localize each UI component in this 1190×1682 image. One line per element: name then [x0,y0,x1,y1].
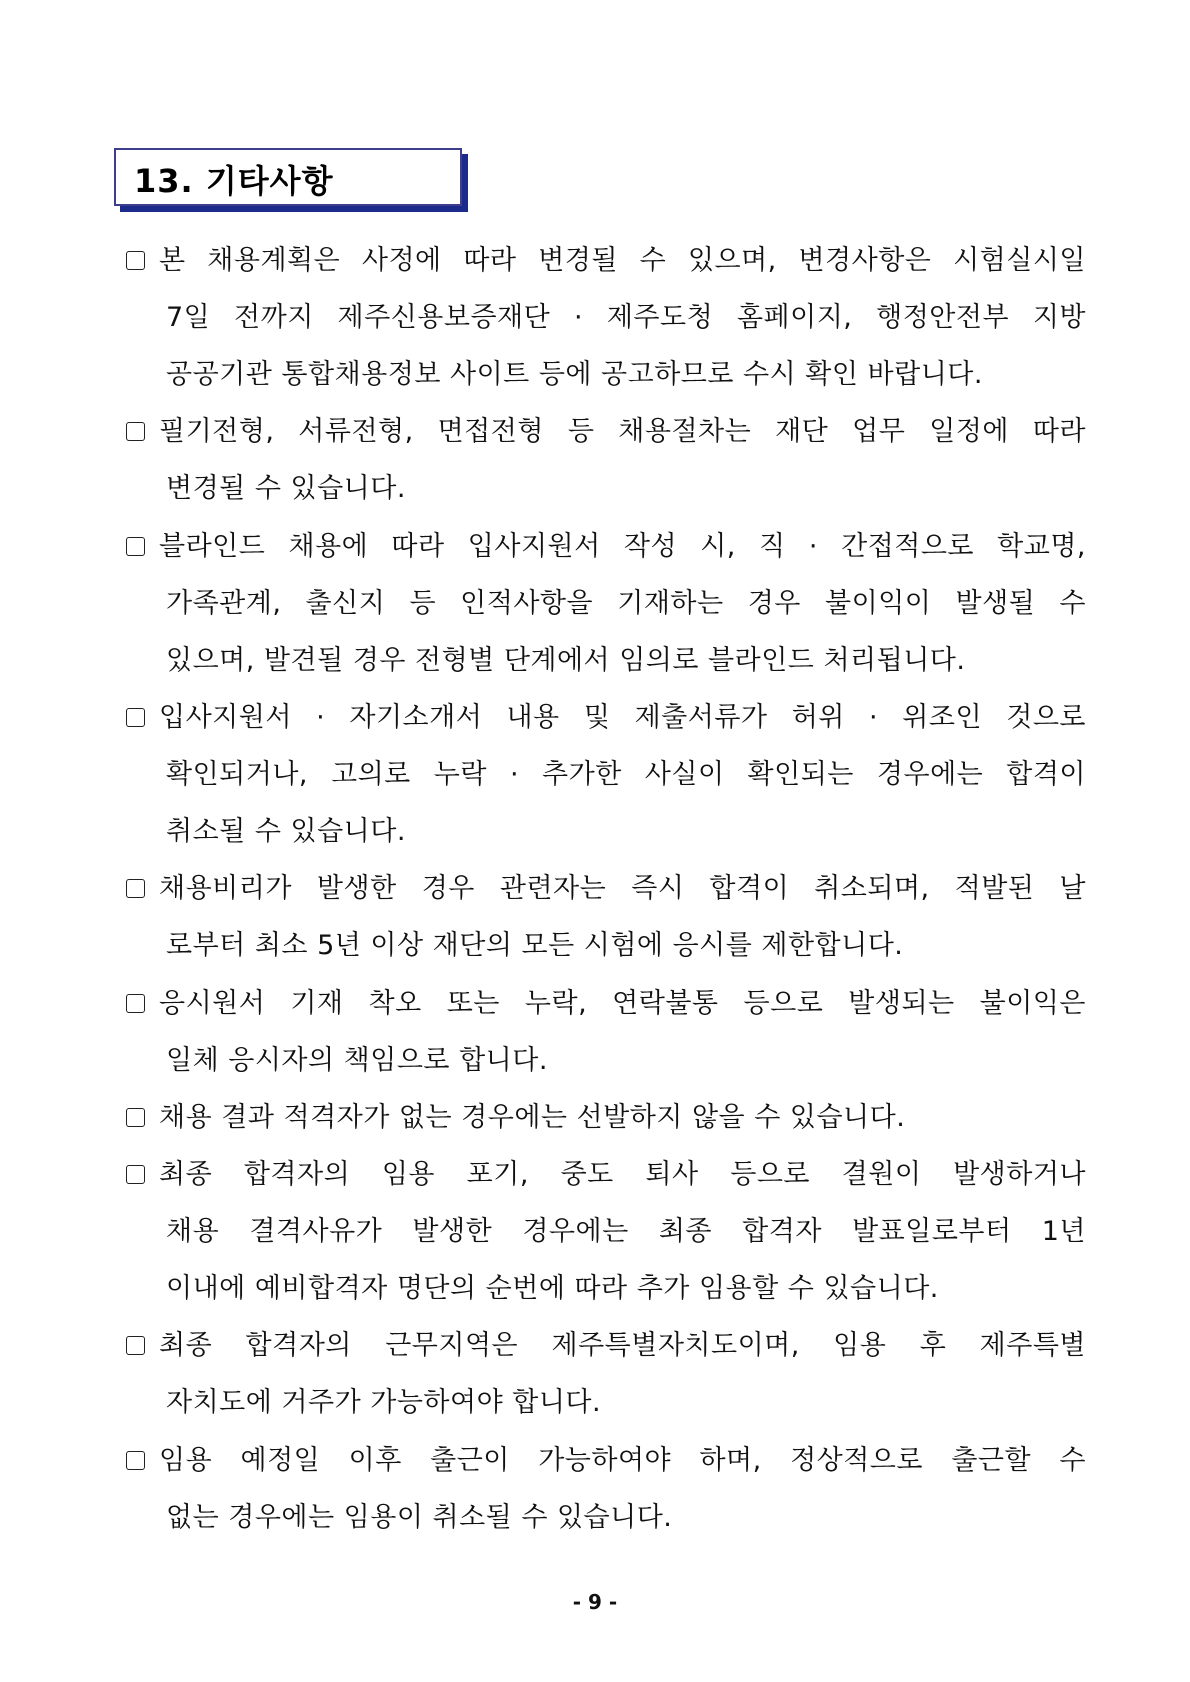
notice-line [126,1489,1086,1546]
notice-line-text: 채용 결격사유가 발생한 경우에는 최종 합격자 발표일로부터 1년 [166,1216,1086,1248]
notice-line [126,1260,1086,1317]
notice-line [126,1146,1086,1203]
checkbox-bullet-icon [126,708,145,727]
notice-item [126,975,1086,1089]
notice-item [126,860,1086,974]
notice-line-text: 임용 예정일 이후 출근이 가능하여야 하며, 정상적으로 출근할 수 [159,1444,1086,1476]
notice-line [126,1203,1086,1260]
notice-line [126,975,1086,1032]
notice-line [126,689,1086,746]
notice-line-text: 자치도에 거주가 가능하여야 합니다. [166,1387,602,1419]
notice-line [126,1089,1086,1146]
notice-line-text: 채용 결과 적격자가 없는 경우에는 선발하지 않을 수 있습니다. [159,1101,906,1133]
notice-line [126,232,1086,289]
notice-line-text: 없는 경우에는 임용이 취소될 수 있습니다. [166,1501,673,1533]
notice-item [126,1432,1086,1546]
page-number: - 9 - [572,1590,618,1614]
notice-line [126,518,1086,575]
notice-line-text: 변경될 수 있습니다. [166,473,406,505]
notice-line [126,803,1086,860]
notice-line-text: 로부터 최소 5년 이상 재단의 모든 시험에 응시를 제한합니다. [166,930,904,962]
section-title: 13. 기타사항 [134,162,334,200]
notice-line [126,746,1086,803]
notice-line-text: 공공기관 통합채용정보 사이트 등에 공고하므로 수시 확인 바랍니다. [166,359,983,390]
checkbox-bullet-icon [126,879,145,898]
notice-line [126,860,1086,917]
checkbox-bullet-icon [126,1165,145,1184]
notice-line-text: 입사지원서 · 자기소개서 내용 및 제출서류가 허위 · 위조인 것으로 [159,701,1086,733]
notice-line [126,1317,1086,1374]
notice-line-text: 일체 응시자의 책임으로 합니다. [166,1044,548,1076]
checkbox-bullet-icon [126,251,145,270]
notice-item [126,403,1086,517]
notice-line [126,1374,1086,1431]
notice-line [126,632,1086,689]
checkbox-bullet-icon [126,1108,145,1127]
notice-line [126,917,1086,974]
notice-line-text: 본 채용계획은 사정에 따라 변경될 수 있으며, 변경사항은 시험실시일 [159,245,1086,276]
notice-line-text: 채용비리가 발생한 경우 관련자는 즉시 합격이 취소되며, 적발된 날 [159,873,1086,905]
notice-line [126,346,1086,403]
checkbox-bullet-icon [126,422,145,441]
notice-line [126,403,1086,460]
notice-line [126,1432,1086,1489]
notice-item [126,518,1086,689]
notice-line-text: 블라인드 채용에 따라 입사지원서 작성 시, 직 · 간접적으로 학교명, [159,530,1086,562]
notice-line-text: 이내에 예비합격자 명단의 순번에 따라 추가 임용할 수 있습니다. [166,1273,939,1305]
notice-line [126,575,1086,632]
section-title-box [114,148,462,206]
notice-line-text: 필기전형, 서류전형, 면접전형 등 채용절차는 재단 업무 일정에 따라 [159,416,1086,448]
notice-item [126,232,1086,403]
notice-line-text: 있으며, 발견될 경우 전형별 단계에서 임의로 블라인드 처리됩니다. [166,644,966,676]
checkbox-bullet-icon [126,1336,145,1355]
checkbox-bullet-icon [126,994,145,1013]
notice-line [126,460,1086,517]
notice-line-text: 최종 합격자의 임용 포기, 중도 퇴사 등으로 결원이 발생하거나 [159,1159,1086,1191]
notice-line-text: 확인되거나, 고의로 누락 · 추가한 사실이 확인되는 경우에는 합격이 [166,758,1086,790]
notice-line-text: 최종 합격자의 근무지역은 제주특별자치도이며, 임용 후 제주특별 [159,1330,1086,1362]
notice-item [126,1146,1086,1317]
checkbox-bullet-icon [126,537,145,556]
notice-item [126,1317,1086,1431]
checkbox-bullet-icon [126,1451,145,1470]
notice-line [126,289,1086,346]
notice-line [126,1032,1086,1089]
notice-item [126,689,1086,860]
notice-line-text: 응시원서 기재 착오 또는 누락, 연락불통 등으로 발생되는 불이익은 [159,987,1086,1019]
notice-line-text: 가족관계, 출신지 등 인적사항을 기재하는 경우 불이익이 발생될 수 [166,587,1086,619]
notice-line-text: 7일 전까지 제주신용보증재단 · 제주도청 홈페이지, 행정안전부 지방 [166,302,1086,333]
notice-item [126,1089,1086,1146]
notice-line-text: 취소될 수 있습니다. [166,815,406,847]
